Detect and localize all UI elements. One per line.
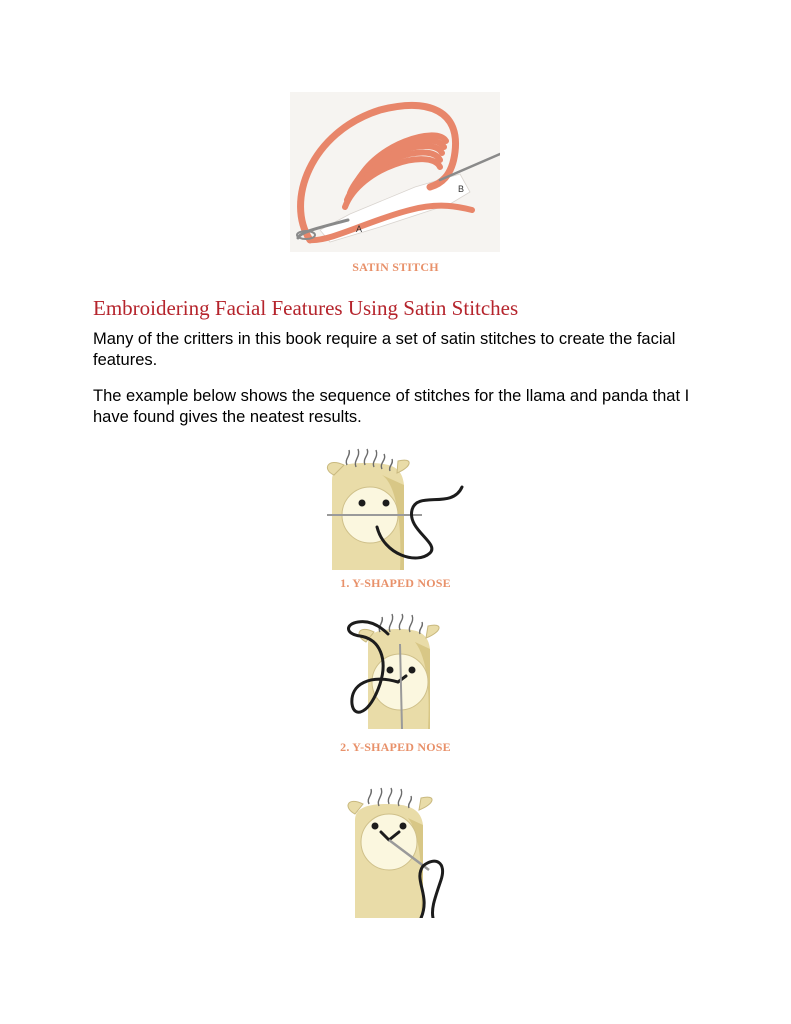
step-2-caption: 2. Y-SHAPED NOSE	[340, 740, 451, 754]
satin-stitch-illustration	[290, 92, 500, 252]
paragraph-intro: Many of the critters in this book require a set of satin stitches to create the facial features.	[93, 330, 676, 369]
point-b-label: B	[458, 184, 465, 194]
paragraph-example: The example below shows the sequence of stitches for the llama and panda that I have found gives the neatest results.	[93, 387, 690, 426]
llama-step-1-illustration	[322, 445, 470, 570]
satin-stitch-caption: SATIN STITCH	[352, 260, 439, 274]
llama-step-3-illustration	[343, 780, 453, 918]
step-1-caption: 1. Y-SHAPED NOSE	[340, 576, 451, 590]
section-heading: Embroidering Facial Features Using Satin Stitches	[93, 296, 519, 320]
llama-step-2-illustration	[340, 604, 452, 729]
point-a-label: A	[356, 224, 363, 234]
